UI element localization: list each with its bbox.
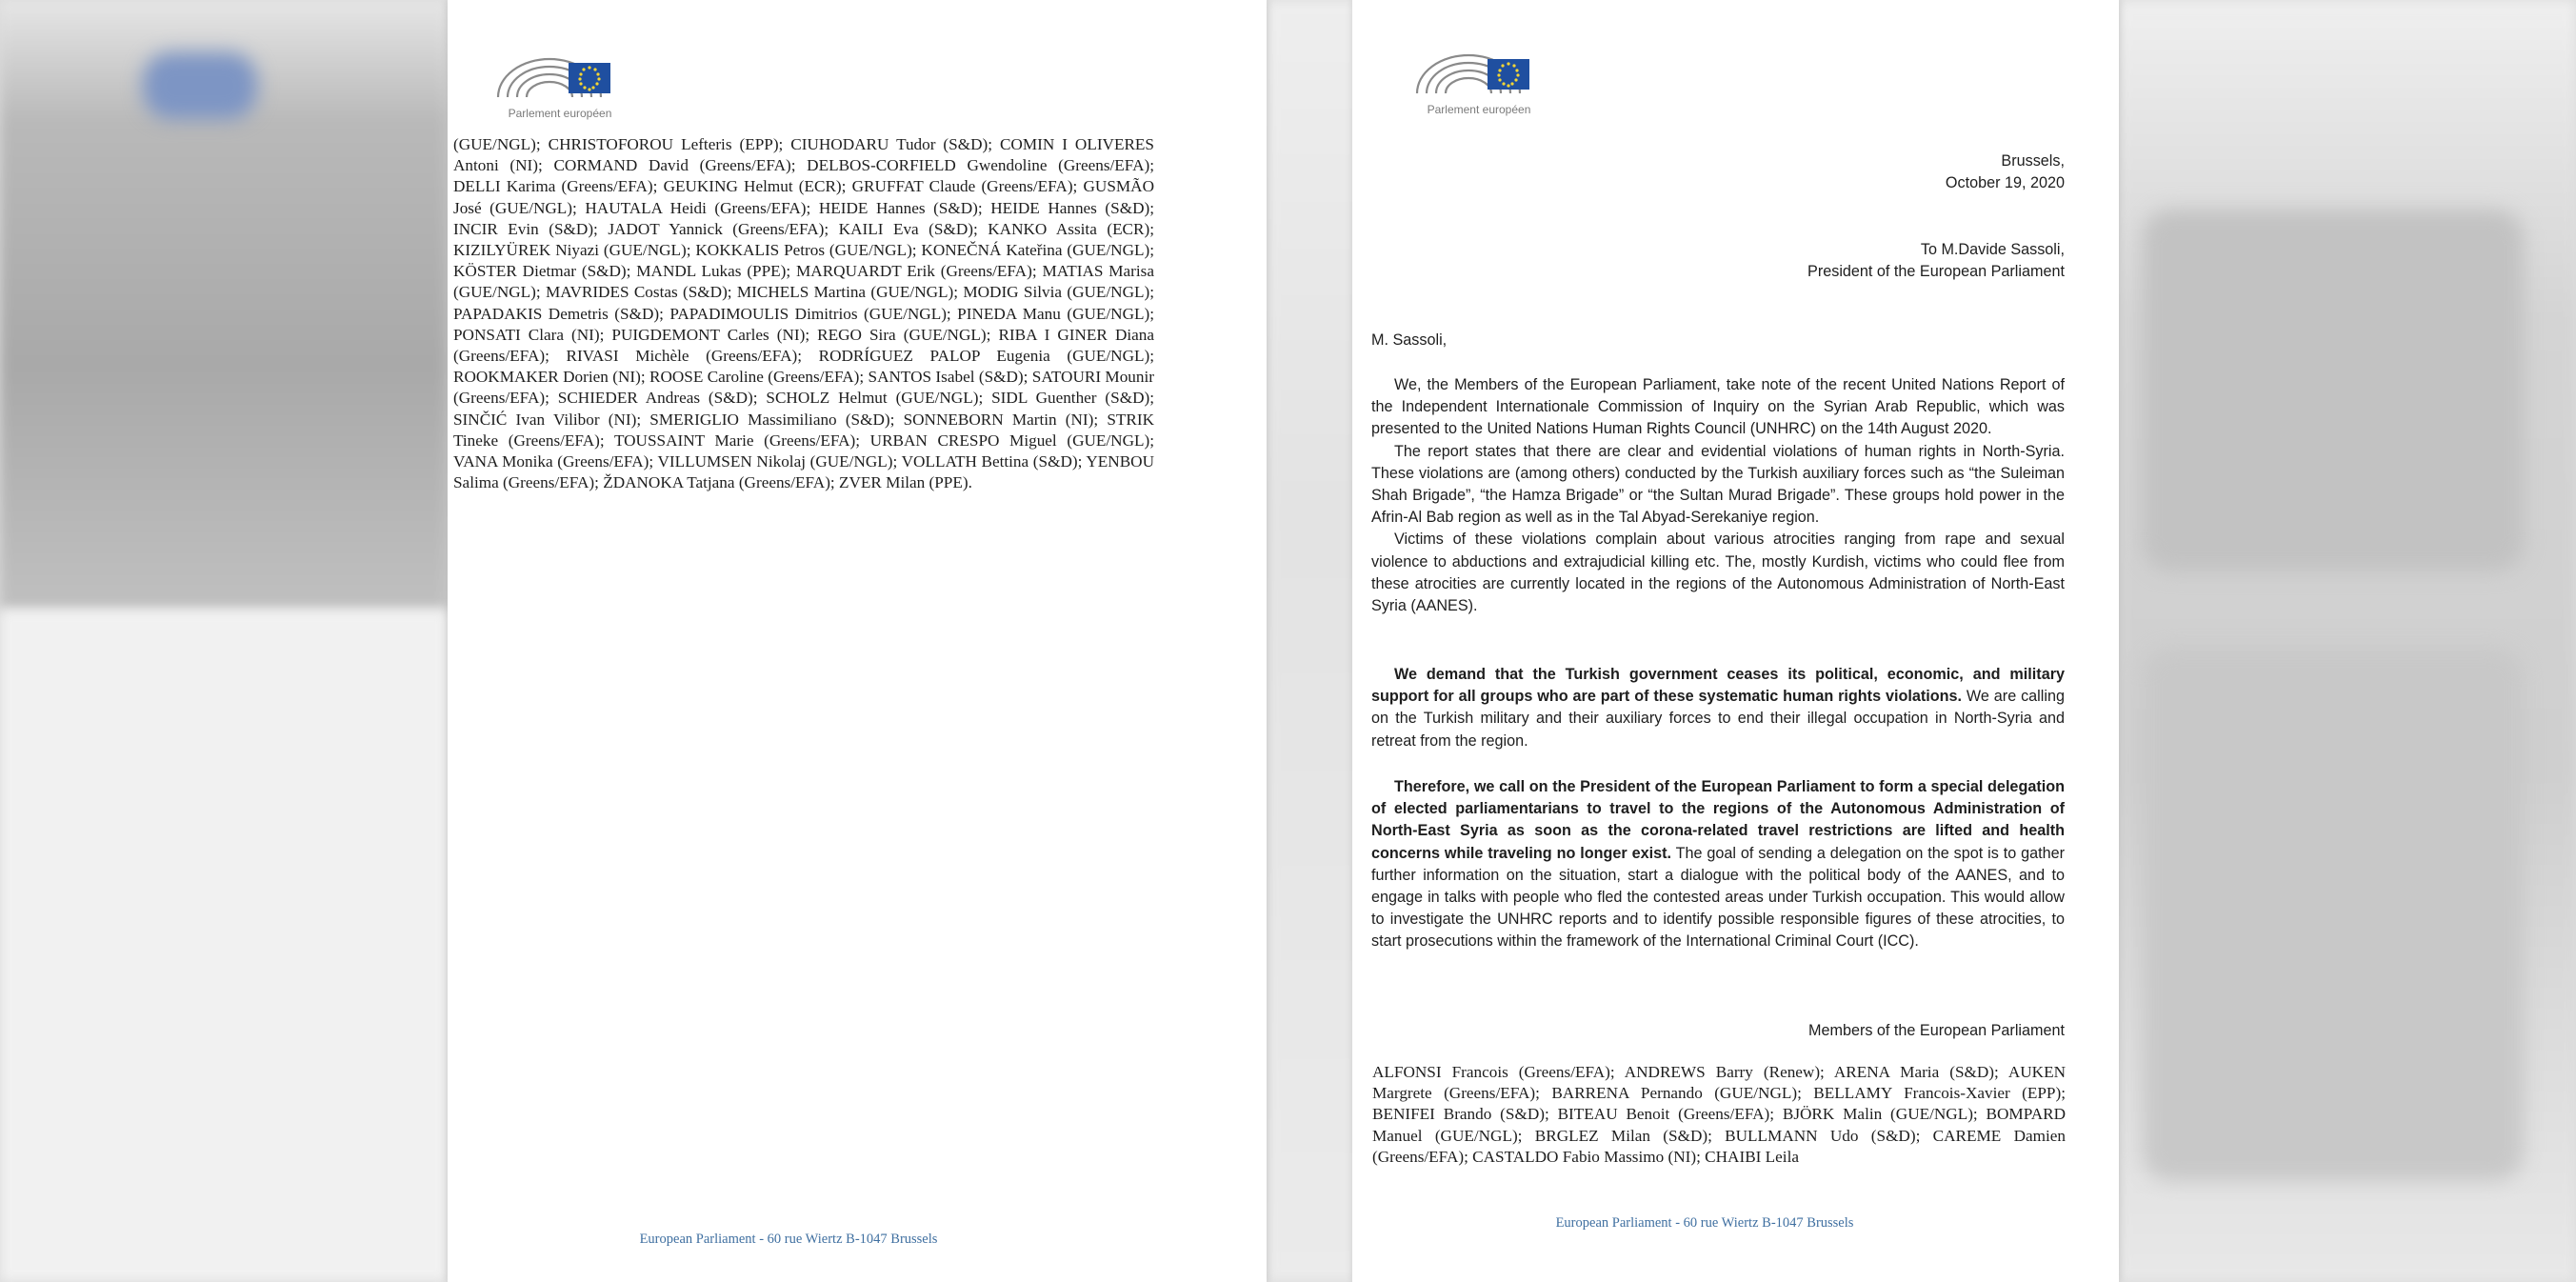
parliament-logo xyxy=(1408,32,1550,128)
page-footer-address: European Parliament - 60 rue Wiertz B-1047 Brussels xyxy=(1555,1215,1854,1231)
logo-caption: Parlement européen xyxy=(508,107,612,120)
parliament-hemicycle-icon xyxy=(1408,32,1550,101)
blurred-text-shape xyxy=(2143,210,2524,571)
blurred-background-left-bottom xyxy=(0,610,448,1282)
letter-recipient xyxy=(1619,239,2065,283)
blurred-logo-shape xyxy=(143,52,257,119)
demand-text: We are calling on the Turkish military and their auxiliary forces to end their illegal occupation in North-Syria and retreat from the region. xyxy=(1371,688,2065,750)
mep-names-list: ALFONSI Francois (Greens/EFA); ANDREWS Barry (Renew); ARENA Maria (S&D); AUKEN Margrete (Greens/EFA); BARRENA Pernando (GUE/NGL); BELLAMY Francois-Xavier (EPP); BENIFEI Brando (S&D); BITEAU Benoit (Greens/EFA); BJÖRK Malin (GUE/NGL); BOMPARD Manuel (GUE/NGL); BRGLEZ Milan (S&D); BULLMANN Udo (S&D); CAREME Damien (Greens/EFA); CASTALDO Fabio Massimo (NI); CHAIBI Leila xyxy=(1372,1063,2066,1166)
parliament-logo xyxy=(489,36,631,131)
body-paragraph-1: We, the Members of the European Parliament, take note of the recent United Nations Report of the Independent Internationale Commission of Inquiry on the Syrian Arab Republic, which was presented to the United Nations Human Rights Council (UNHRC) on the 14th August 2020. xyxy=(1371,376,2065,438)
demand-bold-text: We demand that the Turkish government ceases its political, economic, and military support for all groups who are part of these systematic human rights violations. xyxy=(1371,666,2065,706)
parliament-hemicycle-icon xyxy=(489,36,631,105)
page-footer-address: European Parliament - 60 rue Wiertz B-1047 Brussels xyxy=(639,1232,938,1247)
body-paragraph-2: The report states that there are clear and evidential violations of human rights in North-Syria. These violations are (among others) conducted by the Turkish auxiliary forces such as “the Suleiman Shah Brigade”, “the Hamza Brigade” or “the Sultan Murad Brigade”. These groups hold power in the Afrin-Al Bab region as well as in the Tal Abyad-Serekaniye region. xyxy=(1371,442,2065,527)
logo-caption: Parlement européen xyxy=(1427,103,1531,116)
request-text: The goal of sending a delegation on the spot is to gather further information on the situation, start a dialogue with the political body of the AANES, and to engage in talks with people who fled the contested areas under Turkish occupation. This would allow to investigate the UNHRC reports and to identify possible responsible figures of these atrocities, to start prosecutions within the framework of the International Criminal Court (ICC). xyxy=(1371,844,2065,951)
letter-place: Brussels, xyxy=(2001,152,2065,170)
recipient-title: President of the European Parliament xyxy=(1807,263,2065,281)
letter-date: October 19, 2020 xyxy=(1945,174,2065,192)
mep-names-list: (GUE/NGL); CHRISTOFOROU Lefteris (EPP); CIUHODARU Tudor (S&D); COMIN I OLIVERES Antoni (NI); CORMAND David (Greens/EFA); DELBOS-CORFIELD Gwendoline (Greens/EFA); DELLI Karima (Greens/EFA); GEUKING Helmut (ECR); GRUFFAT Claude (Greens/EFA); GUSMÃO José (GUE/NGL); HAUTALA Heidi (Greens/EFA); HEIDE Hannes (S&D); HEIDE Hannes (S&D); INCIR Evin (S&D); JADOT Yannick (Greens/EFA); KAILI Eva (S&D); KANKO Assita (ECR); KIZILYÜREK Niyazi (GUE/NGL); KOKKALIS Petros (GUE/NGL); KONEČNÁ Kateřina (GUE/NGL); KÖSTER Dietmar (S&D); MANDL Lukas (PPE); MARQUARDT Erik (Greens/EFA); MATIAS Marisa (GUE/NGL); MAVRIDES Costas (S&D); MICHELS Martina (GUE/NGL); MODIG Silvia (GUE/NGL); PAPADAKIS Demetris (S&D); PAPADIMOULIS Dimitrios (GUE/NGL); PINEDA Manu (GUE/NGL); PONSATI Clara (NI); PUIGDEMONT Carles (NI); REGO Sira (GUE/NGL); RIBA I GINER Diana (Greens/EFA); RIVASI Michèle (Greens/EFA); RODRÍGUEZ PALOP Eugenia (GUE/NGL); ROOKMAKER Dorien (NI); ROOSE Caroline (Greens/EFA); SANTOS Isabel (S&D); SATOURI Mounir (Greens/EFA); SCHIEDER Andreas (S&D); SCHOLZ Helmut (GUE/NGL); SIDL Guenther (S&D); SINČIĆ Ivan Vilibor (NI); SMERIGLIO Massimiliano (S&D); SONNEBORN Martin (NI); STRIK Tineke (Greens/EFA); TOUSSAINT Marie (Greens/EFA); URBAN CRESPO Miguel (GUE/NGL); VANA Monika (Greens/EFA); VILLUMSEN Nikolaj (GUE/NGL); VOLLATH Bettina (S&D); YENBOU Salima (Greens/EFA); ŽDANOKA Tatjana (Greens/EFA); ZVER Milan (PPE). xyxy=(453,135,1154,492)
recipient-name: To M.Davide Sassoli, xyxy=(1920,241,2065,258)
letter-demand-paragraph xyxy=(1371,664,2065,752)
letter-body xyxy=(1371,374,2065,617)
letter-place-date xyxy=(1714,150,2065,194)
letter-salutation: M. Sassoli, xyxy=(1371,331,1448,349)
request-bold-text: Therefore, we call on the President of the European Parliament to form a special delegation of elected parliamentarians to travel to the regions of the Autonomous Administration of North-East Syria as soon as the corona-related travel restrictions are lifted and health concerns while traveling no longer exist. xyxy=(1371,778,2065,862)
letter-request-paragraph xyxy=(1371,776,2065,953)
body-paragraph-3: Victims of these violations complain about various atrocities ranging from rape and sexual violence to abductions and extrajudicial killing etc. The, mostly Kurdish, victims who could flee from these atrocities are currently located in the regions of the Autonomous Administration of North-East Syria (AANES). xyxy=(1371,531,2065,615)
letter-signature: Members of the European Parliament xyxy=(1807,1022,2065,1039)
blurred-text-shape xyxy=(2143,648,2524,1181)
